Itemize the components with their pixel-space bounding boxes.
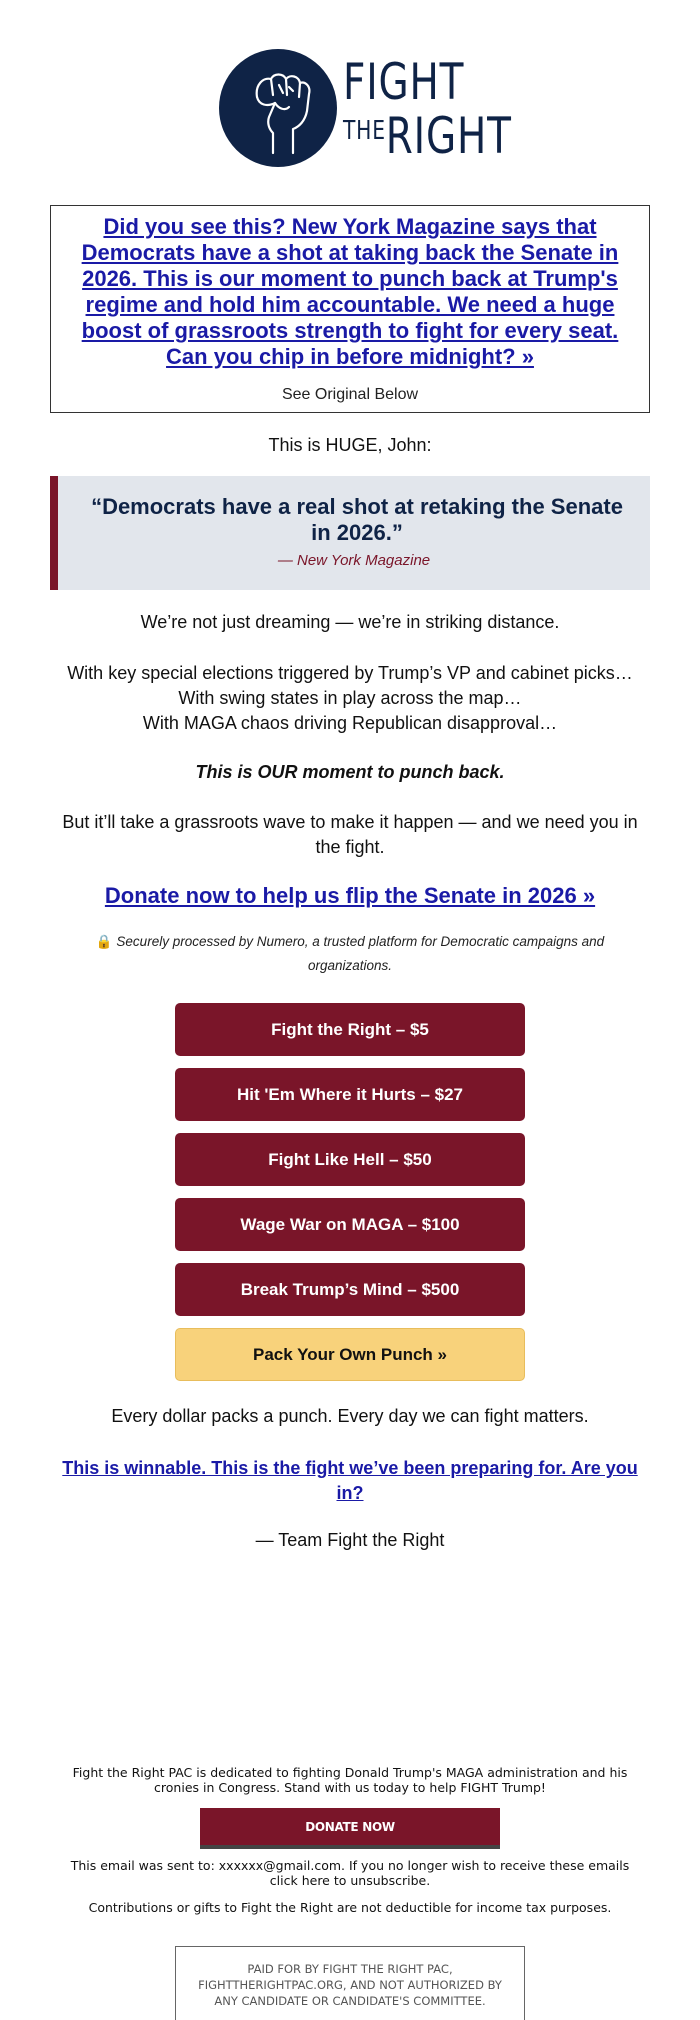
donate-500-button[interactable]: Break Trump’s Mind – $500 — [175, 1263, 525, 1316]
donate-link[interactable]: Donate now to help us flip the Senate in 2026 » — [104, 883, 596, 908]
raised-fist-icon — [219, 49, 337, 167]
body-line-vp: With key special elections triggered by Trump’s VP and cabinet picks… — [67, 663, 633, 683]
donate-50-button[interactable]: Fight Like Hell – $50 — [175, 1133, 525, 1186]
lock-icon: 🔒 — [95, 934, 113, 949]
donate-27-button[interactable]: Hit 'Em Where it Hurts – $27 — [175, 1068, 525, 1121]
headline-link[interactable]: Did you see this? New York Magazine says that Democrats have a shot at taking back the Senate in 2026. This is our moment to punch back at Trump's regime and hold him accountable. We need a huge boost of grassroots strength to fight for every seat. Can you chip in before midnight? » — [81, 214, 619, 369]
footer-donate-button[interactable]: DONATE NOW — [200, 1808, 500, 1849]
paid-for-disclaimer: PAID FOR BY FIGHT THE RIGHT PAC, FIGHTTHERIGHTPAC.ORG, AND NOT AUTHORIZED BY ANY CANDIDATE OR CANDIDATE'S COMMITTEE. — [175, 1946, 525, 2020]
pull-quote — [50, 476, 650, 590]
body-line-swing: With swing states in play across the map… — [178, 688, 522, 708]
logo-word-the: THE — [343, 116, 386, 146]
logo-word-fight: FIGHT — [343, 53, 465, 111]
secure-note — [80, 930, 620, 978]
logo-word-the-right — [343, 107, 512, 165]
footer-tax-note: Contributions or gifts to Fight the Right are not deductible for income tax purposes. — [88, 1900, 612, 1915]
body-paragraph-4: But it’ll take a grassroots wave to make it happen — and we need you in the fight. — [62, 812, 638, 857]
quote-text: “Democrats have a real shot at retaking the Senate in 2026.” — [91, 494, 623, 545]
body-paragraph-2 — [50, 661, 650, 736]
quote-source: — New York Magazine — [277, 552, 431, 569]
closing-punch: Every dollar packs a punch. Every day we can fight matters. — [111, 1406, 589, 1426]
donate-custom-button[interactable]: Pack Your Own Punch » — [175, 1328, 525, 1381]
greeting: This is HUGE, John: — [268, 435, 432, 455]
secure-note-text: Securely processed by Numero, a trusted platform for Democratic campaigns and organizations. — [116, 934, 605, 973]
donate-5-button[interactable]: Fight the Right – $5 — [175, 1003, 525, 1056]
preview-box — [50, 205, 650, 413]
signoff: — Team Fight the Right — [255, 1530, 445, 1550]
footer-sent-to[interactable]: This email was sent to: xxxxxx@gmail.com. If you no longer wish to receive these emails click here to unsubscribe. — [70, 1858, 630, 1888]
body-paragraph-3: This is OUR moment to punch back. — [195, 762, 505, 782]
winnable-link[interactable]: This is winnable. This is the fight we’ve been preparing for. Are you in? — [62, 1458, 638, 1503]
footer-mission: Fight the Right PAC is dedicated to fighting Donald Trump's MAGA administration and his cronies in Congress. Stand with us today to help FIGHT Trump! — [72, 1765, 628, 1795]
body-paragraph-1: We’re not just dreaming — we’re in striking distance. — [140, 612, 560, 632]
see-original-note: See Original Below — [281, 386, 419, 403]
body-line-maga: With MAGA chaos driving Republican disapproval… — [142, 713, 558, 733]
brand-logo — [219, 49, 512, 167]
donate-100-button[interactable]: Wage War on MAGA – $100 — [175, 1198, 525, 1251]
logo-word-right: RIGHT — [385, 107, 512, 165]
